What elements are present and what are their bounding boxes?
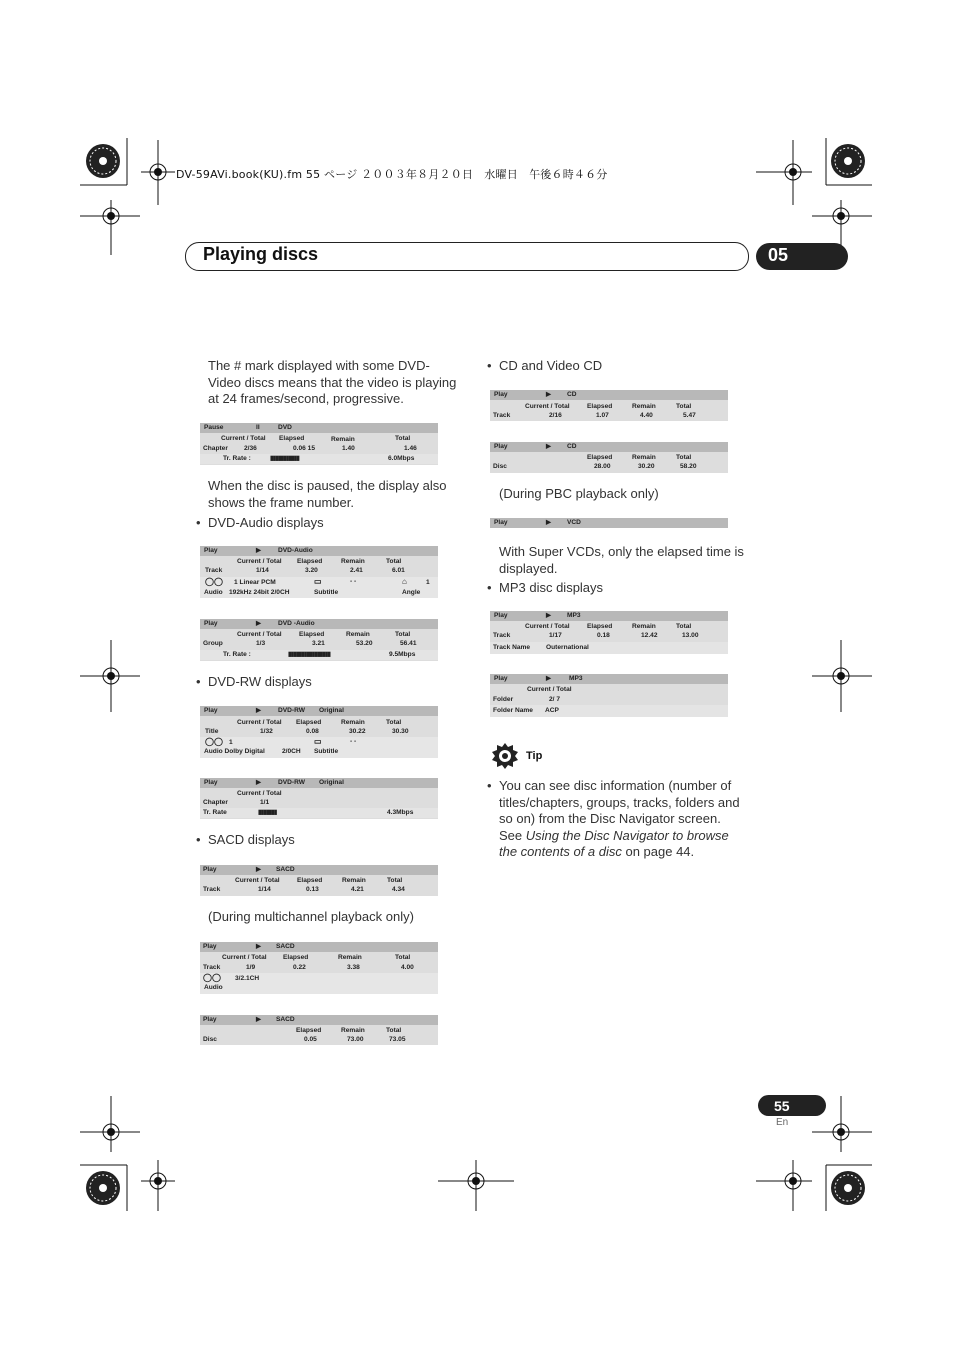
section-title: Playing discs bbox=[203, 244, 319, 264]
osd-dvd-rw-2: Play ▶ DVD-RW Original Current / Total Chapter 1/1 Tr. Rate ▮▮▮▮▮▮▮ 4.3Mbps bbox=[200, 778, 438, 819]
file-header: DV-59AVi.book(KU).fm 55 ページ ２００３年８月２０日 水曜日 午後６時４６分 bbox=[176, 168, 608, 181]
osd-rate-label: Tr. Rate : bbox=[223, 455, 251, 462]
page-language: En bbox=[776, 1117, 789, 1128]
play-icon: ▶ bbox=[256, 620, 262, 627]
osd-dvd-audio-2: Play ▶ DVD -Audio Current / Total Elapsed Remain Total Group 1/3 3.21 53.20 56.41 Tr. Rate : ▮▮▮▮▮▮▮▮▮▮▮▮▮▮▮▮ 9.5Mbps bbox=[200, 619, 438, 661]
play-icon: ▶ bbox=[256, 779, 262, 786]
page-number-pill bbox=[758, 1095, 826, 1116]
osd-current: 2/36 bbox=[244, 445, 257, 452]
osd-dvd-rw-1: Play ▶ DVD-RW Original Current / Total Elapsed Remain Total Title 1/32 0.08 30.22 30.30 ◯◯ 1 Audio Dolby Digital 2/0CH ▭ - - Subtitle bbox=[200, 706, 438, 758]
intro-text: The # mark displayed with some DVD-Video discs means that the video is playing at 24 frames/second, progressive. bbox=[208, 358, 457, 406]
play-icon: ▶ bbox=[256, 707, 262, 714]
osd-remain: 1.40 bbox=[342, 445, 355, 452]
osd-mp3-1: Play ▶ MP3 Current / Total Elapsed Remain Total Track 1/17 0.18 12.42 13.00 Track Name Outernational bbox=[490, 611, 728, 654]
registration-starburst-icon bbox=[831, 1171, 865, 1205]
tip-text: • You can see disc information (number of titles/chapters, groups, tracks, folders and so on) from the Disc Navigator screen. See Using the Disc Navigator to browse the contents of a disc on page 44. bbox=[499, 778, 745, 861]
page-number: 55 bbox=[774, 1098, 790, 1114]
rate-meter-icon: ▮▮▮▮▮▮▮ bbox=[258, 809, 277, 816]
audio-icon: ◯◯ bbox=[205, 577, 223, 586]
rate-meter-icon: ▮▮▮▮▮▮▮▮▮▮▮▮▮▮▮▮ bbox=[288, 651, 331, 658]
play-icon: ▶ bbox=[546, 391, 552, 398]
osd-col-remain: Remain bbox=[331, 436, 355, 443]
play-icon: ▶ bbox=[256, 866, 262, 873]
play-icon: ▶ bbox=[546, 612, 552, 619]
subtitle-icon: ▭ bbox=[314, 737, 322, 746]
osd-cd-2: Play ▶ CD Elapsed Remain Total Disc 28.00 30.20 58.20 bbox=[490, 442, 728, 473]
play-icon: ▶ bbox=[256, 547, 262, 554]
play-icon: ▶ bbox=[546, 443, 552, 450]
play-icon: ▶ bbox=[256, 1016, 262, 1023]
play-icon: ▶ bbox=[546, 519, 552, 526]
tip-label: Tip bbox=[526, 750, 543, 762]
registration-starburst-icon bbox=[831, 144, 865, 178]
rate-meter-icon: ▮▮▮▮▮▮▮▮▮▮▮ bbox=[270, 455, 299, 462]
osd-elapsed: 0.06 15 bbox=[293, 445, 315, 452]
bullet-mp3: • MP3 disc displays bbox=[499, 580, 603, 597]
osd-label: Chapter bbox=[203, 445, 228, 452]
osd-col-current: Current / Total bbox=[221, 435, 266, 442]
bullet-dvd-audio: • DVD-Audio displays bbox=[208, 515, 324, 532]
osd-rate: 6.0Mbps bbox=[388, 455, 415, 462]
play-icon: ▶ bbox=[256, 943, 262, 950]
osd-state: Pause bbox=[204, 424, 224, 431]
svcd-note: With Super VCDs, only the elapsed time is displayed. bbox=[499, 544, 744, 576]
bullet-sacd: • SACD displays bbox=[208, 832, 295, 849]
paused-note: When the disc is paused, the display also shows the frame number. bbox=[208, 478, 447, 510]
bullet-cd: • CD and Video CD bbox=[499, 358, 602, 375]
tip-gear-icon bbox=[492, 743, 518, 769]
chapter-number: 05 bbox=[768, 245, 789, 265]
osd-dvd-audio-1: Play ▶ DVD-Audio Current / Total Elapsed Remain Total Track 1/14 3.20 2.41 6.01 ◯◯ 1 Linear PCM Audio 192kHz 24bit 2/0CH ▭ - - Subtitle ⌂ 1 Angle bbox=[200, 546, 438, 598]
osd-total: 1.46 bbox=[404, 445, 417, 452]
audio-icon: ◯◯ bbox=[205, 737, 223, 746]
multichannel-note: (During multichannel playback only) bbox=[208, 909, 414, 924]
osd-sacd-1: Play ▶ SACD Current / Total Elapsed Remain Total Track 1/14 0.13 4.21 4.34 bbox=[200, 865, 438, 896]
osd-col-elapsed: Elapsed bbox=[279, 435, 305, 442]
bullet-dvd-rw: • DVD-RW displays bbox=[208, 674, 312, 691]
osd-dvd-pause bbox=[200, 423, 438, 465]
osd-sacd-2: Play ▶ SACD Current / Total Elapsed Remain Total Track 1/9 0.22 3.38 4.00 ◯◯ 3/2.1CH Audio bbox=[200, 942, 438, 994]
registration-starburst-icon bbox=[86, 144, 120, 178]
osd-col-total: Total bbox=[395, 435, 411, 442]
angle-icon: ⌂ bbox=[402, 577, 407, 586]
osd-disc: DVD bbox=[278, 424, 292, 431]
osd-vcd: Play ▶ VCD bbox=[490, 518, 728, 528]
osd-sacd-3: Play ▶ SACD Elapsed Remain Total Disc 0.05 73.00 73.05 bbox=[200, 1015, 438, 1045]
play-icon: ▶ bbox=[546, 675, 552, 682]
subtitle-icon: ▭ bbox=[314, 577, 322, 586]
audio-icon: ◯◯ bbox=[203, 973, 221, 982]
osd-mp3-2: Play ▶ MP3 Current / Total Folder 2/ 7 Folder Name ACP bbox=[490, 674, 728, 717]
osd-cd-1: Play ▶ CD Current / Total Elapsed Remain Total Track 2/16 1.07 4.40 5.47 bbox=[490, 390, 728, 421]
pbc-note: (During PBC playback only) bbox=[499, 486, 659, 501]
registration-starburst-icon bbox=[86, 1171, 120, 1205]
pause-icon: II bbox=[256, 424, 260, 431]
